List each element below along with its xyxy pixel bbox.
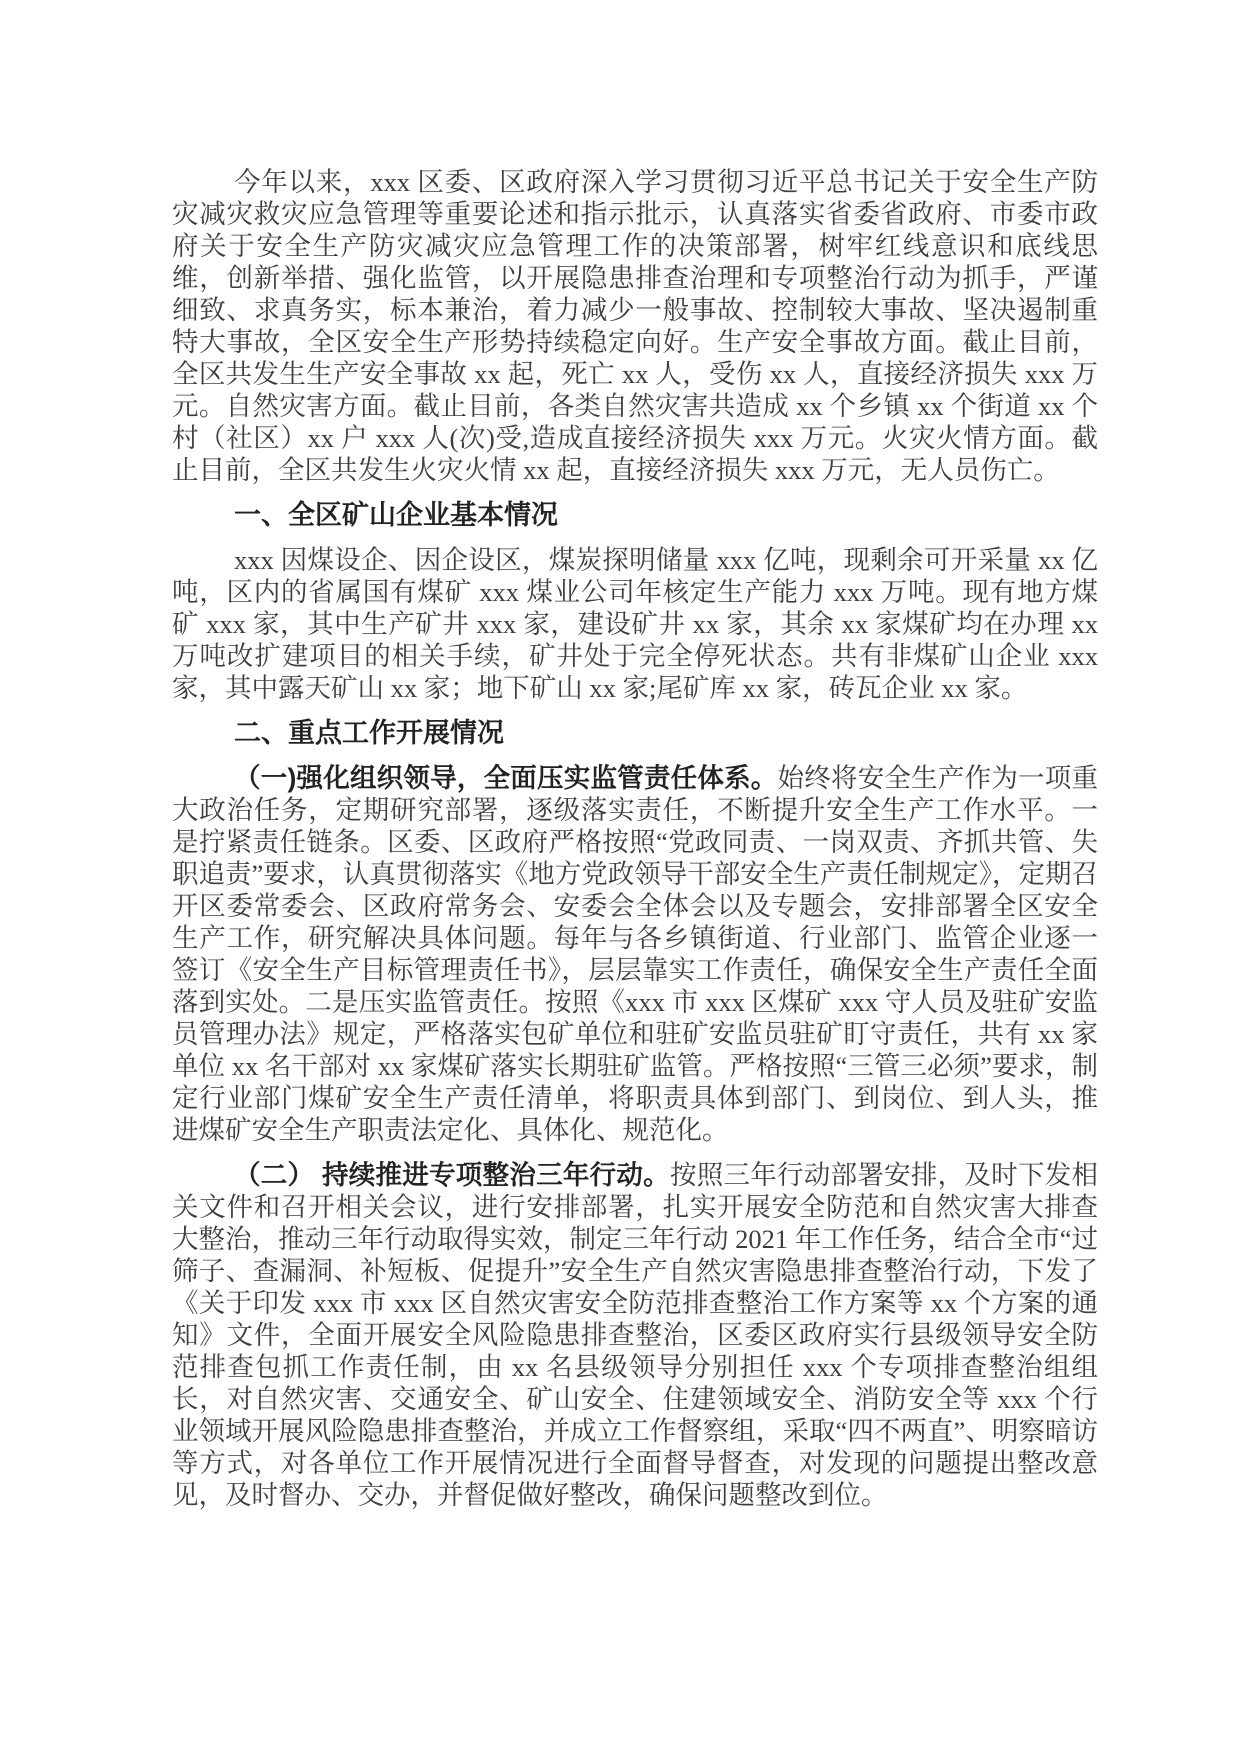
heading-text: 二、重点工作开展情况: [234, 718, 504, 748]
key-work-item-2-paragraph: [172, 1159, 1098, 1511]
section-heading-mine-overview: [172, 499, 1098, 531]
paragraph-text: xxx 因煤设企、因企设区，煤炭探明储量 xxx 亿吨，现剩余可开采量 xx 亿吨，区内的省属国有煤矿 xxx 煤业公司年核定生产能力 xxx 万吨。现有地方煤矿 xxx 家，其中生产矿井 xxx 家，建设矿井 xx 家，其余 xx 家煤矿均在办理 xx 万吨改扩建项目的相关手续，矿井处于完全停死状态。共有非煤矿山企业 xxx 家，其中露天矿山 xx 家；地下矿山 xx 家;尾矿库 xx 家，砖瓦企业 xx 家。: [172, 545, 1098, 703]
paragraph-text: 今年以来，xxx 区委、区政府深入学习贯彻习近平总书记关于安全生产防灾减灾救灾应急管理等重要论述和指示批示，认真落实省委省政府、市委市政府关于安全生产防灾减灾应急管理工作的决策部署，树牢红线意识和底线思维，创新举措、强化监管，以开展隐患排查治理和专项整治行动为抓手，严谨细致、求真务实，标本兼治，着力减少一般事故、控制较大事故、坚决遏制重特大事故，全区安全生产形势持续稳定向好。生产安全事故方面。截止目前，全区共发生生产安全事故 xx 起，死亡 xx 人，受伤 xx 人，直接经济损失 xxx 万元。自然灾害方面。截止目前，各类自然灾害共造成 xx 个乡镇 xx 个街道 xx 个村（社区）xx 户 xxx 人(次)受,造成直接经济损失 xxx 万元。火灾火情方面。截止目前，全区共发生火灾火情 xx 起，直接经济损失 xxx 万元，无人员伤亡。: [172, 167, 1098, 485]
key-work-item-1-lead: （一)强化组织领导，全面压实监管责任体系。: [234, 763, 778, 793]
paragraph-text: 按照三年行动部署安排，及时下发相关文件和召开相关会议，进行安排部署，扎实开展安全防范和自然灾害大排查大整治，推动三年行动取得实效，制定三年行动 2021 年工作任务，结合全市“过筛子、查漏洞、补短板、促提升”安全生产自然灾害隐患排查整治行动，下发了《关于印发 xxx 市 xxx 区自然灾害安全防范排查整治工作方案等 xx 个方案的通知》文件，全面开展安全风险隐患排查整治，区委区政府实行县级领导安全防范排查包抓工作责任制，由 xx 名县级领导分别担任 xxx 个专项排查整治组组长，对自然灾害、交通安全、矿山安全、住建领域安全、消防安全等 xxx 个行业领域开展风险隐患排查整治，并成立工作督察组，采取“四不两直”、明察暗访等方式，对各单位工作开展情况进行全面督导督查，对发现的问题提出整改意见，及时督办、交办，并督促做好整改，确保问题整改到位。: [172, 1160, 1099, 1510]
paragraph-text: 始终将安全生产作为一项重大政治任务，定期研究部署，逐级落实责任，不断提升安全生产工作水平。一是拧紧责任链条。区委、区政府严格按照“党政同责、一岗双责、齐抓共管、失职追责”要求，认真贯彻落实《地方党政领导干部安全生产责任制规定》，定期召开区委常委会、区政府常务会、安委会全体会以及专题会，安排部署全区安全生产工作，研究解决具体问题。每年与各乡镇街道、行业部门、监管企业逐一签订《安全生产目标管理责任书》，层层靠实工作责任，确保安全生产责任全面落到实处。二是压实监管责任。按照《xxx 市 xxx 区煤矿 xxx 守人员及驻矿安监员管理办法》规定，严格落实包矿单位和驻矿安监员驻矿盯守责任，共有 xx 家单位 xx 名干部对 xx 家煤矿落实长期驻矿监管。严格按照“三管三必须”要求，制定行业部门煤矿安全生产责任清单，将职责具体到部门、到岗位、到人头，推进煤矿安全生产职责法定化、具体化、规范化。: [172, 763, 1099, 1145]
intro-paragraph: [172, 166, 1098, 486]
key-work-item-2-lead: （二） 持续推进专项整治三年行动。: [234, 1160, 670, 1190]
mine-overview-paragraph: [172, 544, 1098, 704]
section-heading-key-work: [172, 717, 1098, 749]
heading-text: 一、全区矿山企业基本情况: [234, 500, 558, 530]
key-work-item-1-paragraph: [172, 762, 1098, 1146]
